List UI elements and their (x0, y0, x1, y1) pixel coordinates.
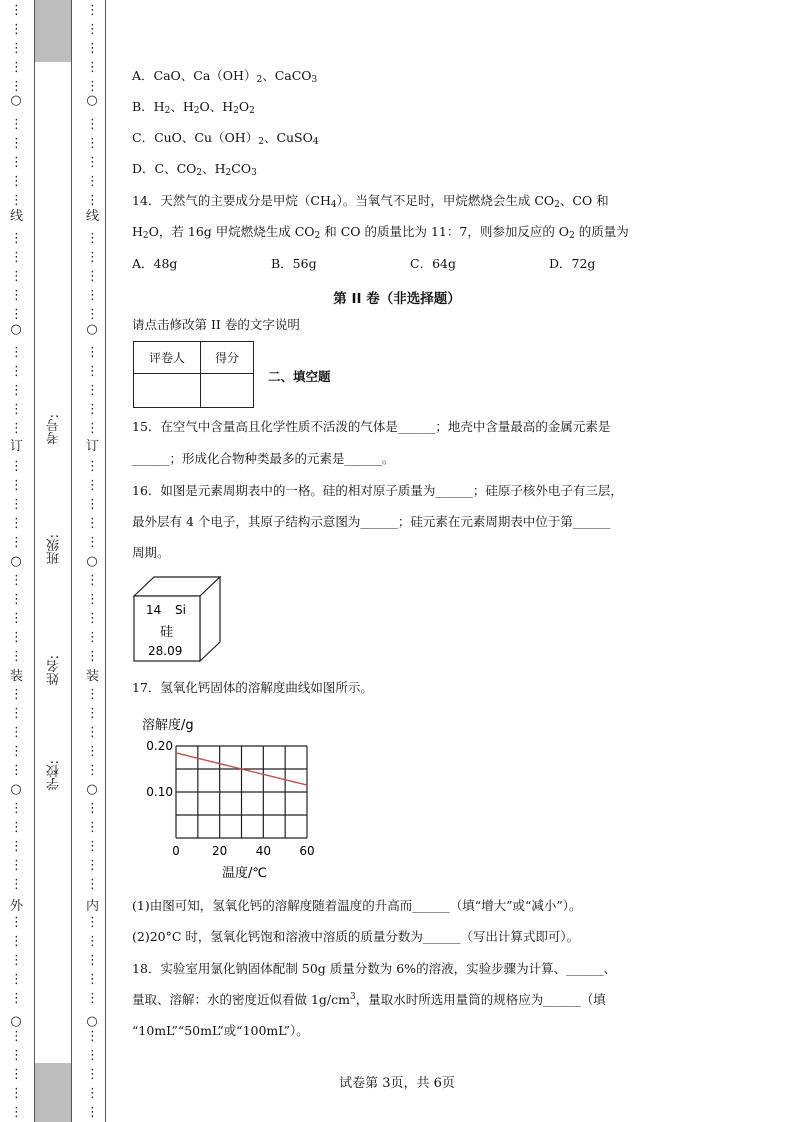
section-title: 第 II 卷（非选择题） (333, 291, 461, 307)
inner-dot: ⋮ (86, 459, 99, 474)
grader-cell[interactable] (134, 374, 201, 408)
score-table (133, 341, 254, 408)
chart-xtick: 0 (172, 844, 180, 858)
inner-dot: ⋮ (86, 193, 99, 208)
inner-dot: ⋮ (86, 1086, 99, 1101)
outer-dot: ⋮ (10, 250, 23, 265)
outer-dot: ⋮ (10, 744, 23, 759)
inner-dot: ⋮ (86, 307, 99, 322)
outer-dot: ⋮ (10, 364, 23, 379)
outer-dot: ⋮ (10, 839, 23, 854)
outer-dot: ⋮ (10, 801, 23, 816)
outer-dot: ⋮ (10, 611, 23, 626)
q14-line-2: $H_2O$，若 16g 甲烷燃烧生成 $CO_2$ 和 CO 的质量比为 11：7，则参加反应的 $O_2$ 的质量为 (132, 224, 629, 241)
outer-dot: ⋮ (10, 478, 23, 493)
chart-xtick: 20 (212, 844, 228, 858)
class-label: 班级: (47, 534, 62, 565)
inner-dot: ⋮ (86, 915, 99, 930)
q14-option-b: B．56g (271, 256, 317, 271)
q17-sub-2: (2)20°C 时，氢氧化钙饱和溶液中溶质的质量分数为______（写出计算式即可）。 (132, 929, 580, 944)
inner-dot: ⋮ (86, 839, 99, 854)
outer-dot: ⋮ (10, 41, 23, 56)
outer-dot: ⋮ (10, 497, 23, 512)
outer-mark: ○ (10, 322, 22, 337)
inner-dot: ⋮ (86, 79, 99, 94)
solubility-chart (132, 708, 332, 883)
exam-no-label: 考号: (47, 414, 62, 445)
outer-dot: ⋮ (10, 459, 23, 474)
inner-dot: ⋮ (86, 725, 99, 740)
outer-dot: ⋮ (10, 858, 23, 873)
outer-dot: ⋮ (10, 269, 23, 284)
outer-dot: ⋮ (10, 193, 23, 208)
q16-line-2: 最外层有 4 个电子，其原子结构示意图为______；硅元素在元素周期表中位于第______ (132, 514, 611, 529)
outer-mark: ○ (10, 1014, 22, 1029)
q15-line-1: 15．在空气中含量高且化学性质不活泼的气体是______；地壳中含量最高的金属元素是 (132, 419, 611, 434)
outer-dot: ⋮ (10, 991, 23, 1006)
chart-ytick: 0.20 (146, 739, 173, 753)
inner-dot: ⋮ (86, 706, 99, 721)
outer-dot: ⋮ (10, 706, 23, 721)
outer-dotted-line (10, 0, 22, 1122)
q13-option-d: D．C、$CO_2$、$H_2CO_3$ (132, 161, 257, 178)
inner-dot: ⋮ (86, 250, 99, 265)
margin-rule-2 (71, 0, 72, 1122)
outer-dot: ⋮ (10, 763, 23, 778)
outer-dot: ⋮ (10, 535, 23, 550)
q14-line-1: 14．天然气的主要成分是甲烷$(CH_4)$。当氧气不足时，甲烷燃烧会生成 $CO_2$、CO 和 (132, 193, 609, 210)
inner-dot: ⋮ (86, 858, 99, 873)
q18-line-1: 18．实验室用氯化钠固体配制 50g 质量分数为 6%的溶液，实验步骤为计算、______、 (132, 961, 617, 976)
inner-dot: ⋮ (86, 383, 99, 398)
outer-dot: ⋮ (10, 307, 23, 322)
element-name: 硅 (160, 625, 174, 640)
outer-mark: ○ (10, 93, 22, 108)
outer-dot: ⋮ (10, 345, 23, 360)
outer-dot: ⋮ (10, 573, 23, 588)
outer-dot: ⋮ (10, 516, 23, 531)
outer-dot: ⋮ (10, 915, 23, 930)
inner-dot: ⋮ (86, 801, 99, 816)
outer-dot: ⋮ (10, 972, 23, 987)
inner-dot: ⋮ (86, 1029, 99, 1044)
inner-dot: ⋮ (86, 763, 99, 778)
page-footer: 试卷第 3页，共 6页 (339, 1076, 455, 1091)
inner-dot: ⋮ (86, 3, 99, 18)
inner-mark: 订 (86, 439, 100, 454)
outer-dot: ⋮ (10, 1029, 23, 1044)
q17-line-1: 17．氢氧化钙固体的溶解度曲线如图所示。 (132, 680, 373, 695)
inner-dot: ⋮ (86, 364, 99, 379)
inner-mark: 内 (86, 899, 100, 914)
inner-dot: ⋮ (86, 516, 99, 531)
outer-dot: ⋮ (10, 592, 23, 607)
inner-dot: ⋮ (86, 288, 99, 303)
inner-mark: ○ (86, 322, 98, 337)
outer-dot: ⋮ (10, 155, 23, 170)
inner-dot: ⋮ (86, 649, 99, 664)
q18-line-2: 量取、溶解：水的密度近似看做 $1g/cm^3$，量取水时所选用量筒的规格应为______（填 (132, 991, 606, 1007)
inner-dot: ⋮ (86, 117, 99, 132)
inner-dot: ⋮ (86, 535, 99, 550)
q13-option-c: C．CuO、$Cu(OH)_2$、CuSO$_4$ (132, 130, 319, 147)
outer-dot: ⋮ (10, 79, 23, 94)
outer-dot: ⋮ (10, 288, 23, 303)
outer-dot: ⋮ (10, 649, 23, 664)
atomic-number: 14 (146, 603, 162, 617)
outer-dot: ⋮ (10, 60, 23, 75)
chart-ylabel: 溶解度/g (142, 718, 194, 733)
q17-sub-1: (1)由图可知，氢氧化钙的溶解度随着温度的升高而______（填“增大”或“减小”）。 (132, 898, 582, 913)
school-label: 学校: (47, 760, 62, 791)
outer-dot: ⋮ (10, 231, 23, 246)
element-cell (132, 574, 224, 664)
inner-mark: ○ (86, 93, 98, 108)
inner-dot: ⋮ (86, 687, 99, 702)
inner-dot: ⋮ (86, 41, 99, 56)
score-cell[interactable] (201, 374, 254, 408)
inner-dot: ⋮ (86, 345, 99, 360)
q14-option-c: C．64g (410, 256, 456, 271)
inner-dot: ⋮ (86, 1105, 99, 1120)
q16-line-3: 周期。 (132, 545, 170, 560)
inner-dot: ⋮ (86, 877, 99, 892)
inner-mark: 线 (86, 209, 100, 224)
inner-dot: ⋮ (86, 630, 99, 645)
inner-dot: ⋮ (86, 155, 99, 170)
outer-dot: ⋮ (10, 402, 23, 417)
outer-mark: 装 (10, 669, 24, 684)
chart-xtick: 40 (255, 844, 271, 858)
outer-mark: 线 (10, 209, 24, 224)
outer-dot: ⋮ (10, 820, 23, 835)
q13-option-a: A．CaO、$Ca(OH)_2$、CaCO$_3$ (132, 68, 318, 85)
inner-dot: ⋮ (86, 953, 99, 968)
inner-dot: ⋮ (86, 573, 99, 588)
inner-dot: ⋮ (86, 497, 99, 512)
element-symbol: Si (175, 603, 186, 617)
inner-dot: ⋮ (86, 136, 99, 151)
inner-mark: ○ (86, 554, 98, 569)
outer-dot: ⋮ (10, 725, 23, 740)
outer-dot: ⋮ (10, 22, 23, 37)
outer-dot: ⋮ (10, 1067, 23, 1082)
outer-dot: ⋮ (10, 383, 23, 398)
q18-line-3: “10mL”“50mL”或“100mL”）。 (132, 1023, 309, 1038)
outer-dot: ⋮ (10, 1048, 23, 1063)
outer-dot: ⋮ (10, 1105, 23, 1120)
outer-dot: ⋮ (10, 953, 23, 968)
q16-line-1: 16．如图是元素周期表中的一格。硅的相对原子质量为______；硅原子核外电子有三层， (132, 483, 623, 498)
atomic-mass: 28.09 (148, 644, 183, 658)
grader-header: 评卷人 (134, 342, 201, 374)
margin-gray-top (35, 0, 71, 62)
outer-dot: ⋮ (10, 1086, 23, 1101)
inner-dot: ⋮ (86, 174, 99, 189)
inner-dot: ⋮ (86, 421, 99, 436)
inner-dot: ⋮ (86, 934, 99, 949)
name-label: 姓名: (47, 655, 62, 686)
score-header: 得分 (201, 342, 254, 374)
inner-dot: ⋮ (86, 744, 99, 759)
q15-line-2: ______；形成化合物种类最多的元素是______。 (132, 451, 395, 466)
inner-dot: ⋮ (86, 22, 99, 37)
outer-mark: 订 (10, 439, 24, 454)
margin-rule-1 (34, 0, 35, 1122)
inner-dot: ⋮ (86, 611, 99, 626)
inner-mark: ○ (86, 782, 98, 797)
inner-dot: ⋮ (86, 478, 99, 493)
section-heading: 二、填空题 (268, 369, 331, 384)
chart-xlabel: 温度/℃ (222, 866, 267, 881)
inner-dot: ⋮ (86, 269, 99, 284)
inner-dotted-line (86, 0, 98, 1122)
inner-dot: ⋮ (86, 1048, 99, 1063)
outer-dot: ⋮ (10, 174, 23, 189)
inner-mark: 装 (86, 669, 100, 684)
inner-mark: ○ (86, 1014, 98, 1029)
inner-dot: ⋮ (86, 1067, 99, 1082)
chart-xtick: 60 (299, 844, 315, 858)
outer-mark: ○ (10, 782, 22, 797)
outer-dot: ⋮ (10, 3, 23, 18)
outer-dot: ⋮ (10, 421, 23, 436)
outer-dot: ⋮ (10, 934, 23, 949)
inner-dot: ⋮ (86, 60, 99, 75)
inner-dot: ⋮ (86, 402, 99, 417)
margin-rule-3 (105, 0, 106, 1122)
outer-dot: ⋮ (10, 630, 23, 645)
outer-dot: ⋮ (10, 117, 23, 132)
outer-mark: ○ (10, 554, 22, 569)
outer-dot: ⋮ (10, 136, 23, 151)
outer-dot: ⋮ (10, 687, 23, 702)
q13-option-b: B．$H_2$、$H_2O$、$H_2O_2$ (132, 99, 255, 116)
outer-dot: ⋮ (10, 877, 23, 892)
section-note: 请点击修改第 II 卷的文字说明 (132, 317, 300, 332)
inner-dot: ⋮ (86, 972, 99, 987)
chart-ytick: 0.10 (146, 785, 173, 799)
inner-dot: ⋮ (86, 820, 99, 835)
inner-dot: ⋮ (86, 991, 99, 1006)
q14-option-d: D．72g (549, 256, 596, 271)
q14-option-a: A．48g (132, 256, 178, 271)
inner-dot: ⋮ (86, 231, 99, 246)
inner-dot: ⋮ (86, 592, 99, 607)
outer-mark: 外 (10, 899, 24, 914)
